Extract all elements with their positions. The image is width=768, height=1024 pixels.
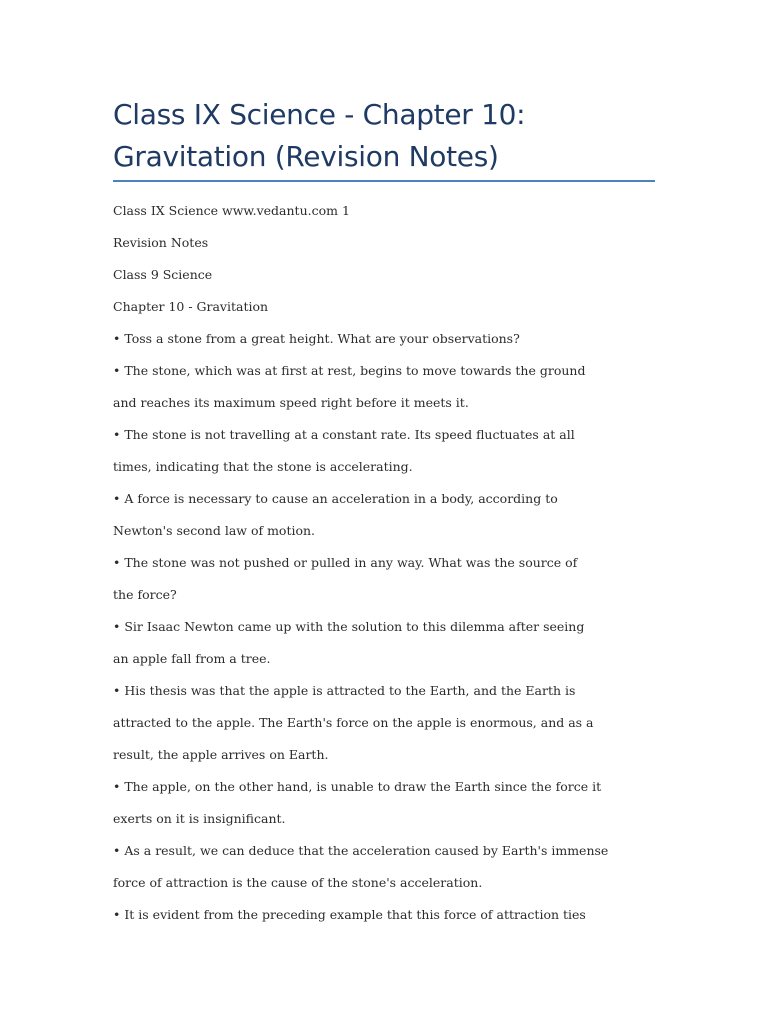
- body-line: • Toss a stone from a great height. What are your observations?: [113, 331, 520, 346]
- body-line: • The stone is not travelling at a constant rate. Its speed fluctuates at all: [113, 427, 575, 442]
- body-line: Class IX Science www.vedantu.com 1: [113, 203, 350, 218]
- body-line: the force?: [113, 587, 177, 602]
- body-line: result, the apple arrives on Earth.: [113, 747, 329, 762]
- body-line: • His thesis was that the apple is attracted to the Earth, and the Earth is: [113, 683, 576, 698]
- body-line: • Sir Isaac Newton came up with the solution to this dilemma after seeing: [113, 619, 585, 634]
- title-line-1: Class IX Science - Chapter 10:: [113, 98, 526, 131]
- body-line: Class 9 Science: [113, 267, 213, 282]
- body-line: times, indicating that the stone is accelerating.: [113, 459, 413, 474]
- body-line: Newton's second law of motion.: [113, 523, 316, 538]
- document-body: [113, 200, 673, 936]
- body-line: • It is evident from the preceding example that this force of attraction ties: [113, 907, 586, 922]
- body-line: Revision Notes: [113, 235, 209, 250]
- body-line: an apple fall from a tree.: [113, 651, 271, 666]
- body-line: exerts on it is insignificant.: [113, 811, 286, 826]
- title-line-2: Gravitation (Revision Notes): [113, 140, 499, 173]
- body-line: • The apple, on the other hand, is unable to draw the Earth since the force it: [113, 779, 602, 794]
- body-line: force of attraction is the cause of the stone's acceleration.: [113, 875, 483, 890]
- body-line: attracted to the apple. The Earth's force on the apple is enormous, and as a: [113, 715, 594, 730]
- body-line: and reaches its maximum speed right before it meets it.: [113, 395, 469, 410]
- body-line: • The stone was not pushed or pulled in any way. What was the source of: [113, 555, 578, 570]
- body-line: Chapter 10 - Gravitation: [113, 299, 269, 314]
- document-title: [113, 94, 655, 178]
- body-line: • As a result, we can deduce that the acceleration caused by Earth's immense: [113, 843, 609, 858]
- title-block: [113, 94, 655, 178]
- body-line: • The stone, which was at first at rest, begins to move towards the ground: [113, 363, 586, 378]
- body-line: • A force is necessary to cause an acceleration in a body, according to: [113, 491, 558, 506]
- title-underline-rule: [113, 180, 655, 182]
